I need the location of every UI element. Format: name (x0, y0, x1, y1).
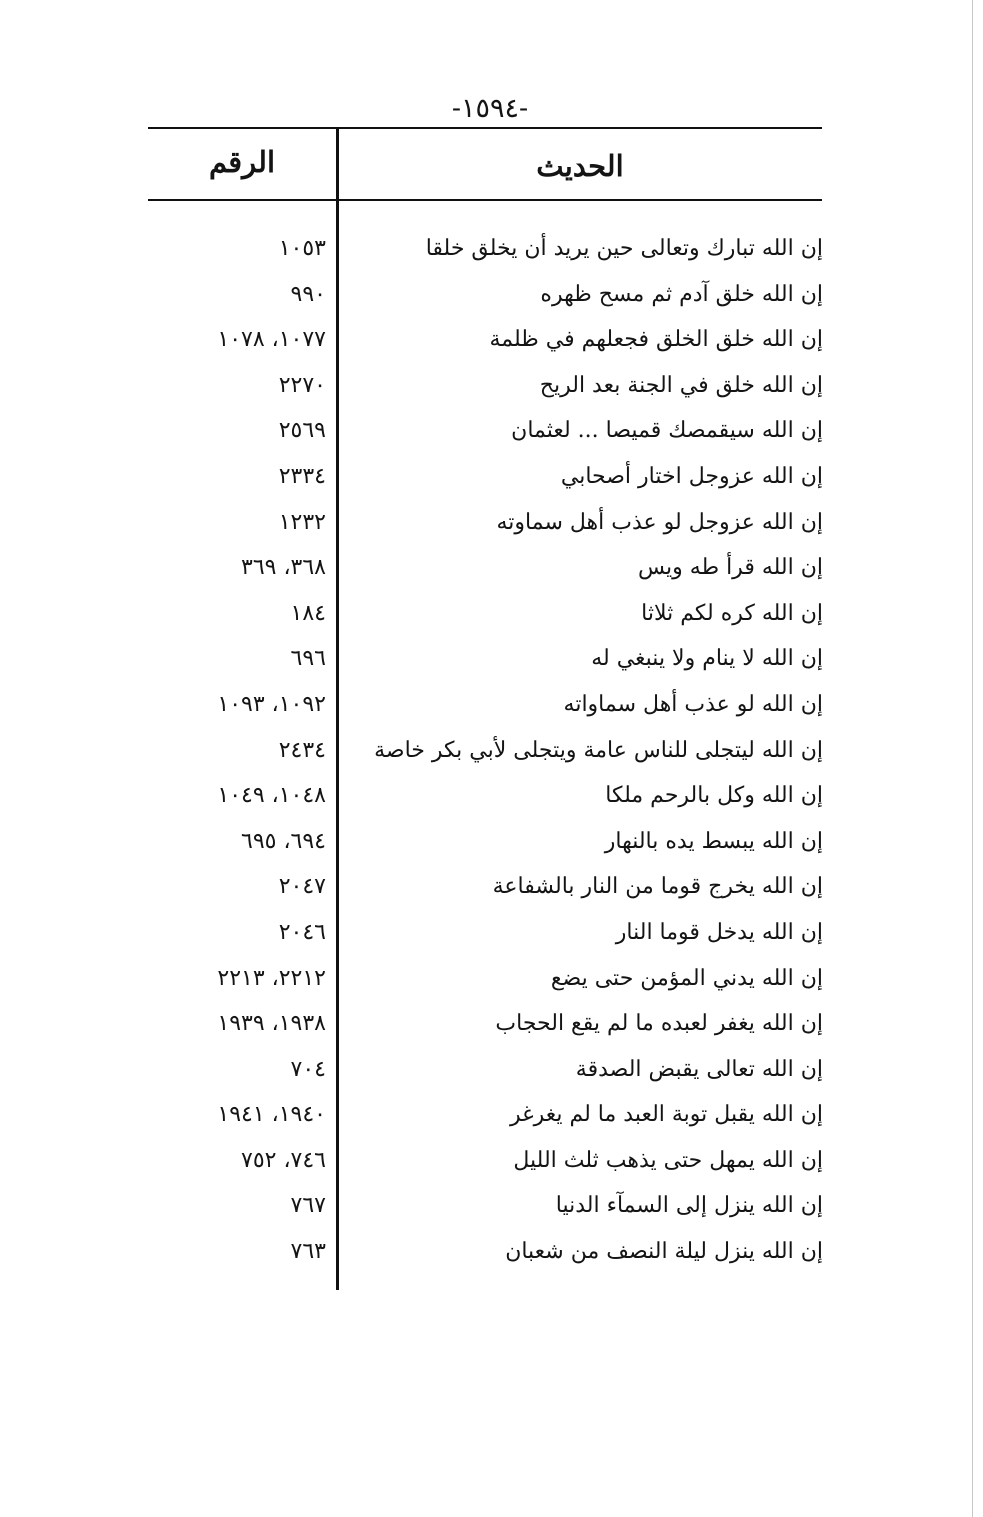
table-row (0, 864, 983, 910)
table-row (0, 1138, 983, 1184)
table-row (0, 1092, 983, 1138)
table-row (0, 454, 983, 500)
table-row (0, 1001, 983, 1047)
hadith-number: ٢٣٣٤ (278, 463, 326, 489)
hadith-number: ١٢٣٢ (278, 509, 326, 535)
hadith-text: إن الله يدخل قوما النار (615, 919, 823, 945)
hadith-number: ٧٦٣ (290, 1239, 326, 1265)
page-number: -١٥٩٤- (451, 93, 529, 124)
table-row (0, 910, 983, 956)
table-header-rule (148, 199, 822, 201)
hadith-text: إن الله ينزل ليلة النصف من شعبان (505, 1239, 823, 1265)
table-row (0, 773, 983, 819)
hadith-number: ٢٥٦٩ (278, 418, 326, 444)
hadith-text: إن الله ينزل إلى السمآء الدنيا (555, 1193, 823, 1219)
hadith-number: ٦٩٦ (290, 646, 326, 672)
hadith-text: إن الله عزوجل لو عذب أهل سماوته (496, 509, 823, 535)
table-row (0, 682, 983, 728)
hadith-number: ١٩٣٨، ١٩٣٩ (217, 1011, 326, 1037)
table-row (0, 728, 983, 774)
hadith-number: ٢٠٤٧ (278, 874, 326, 900)
hadith-number: ١٠٧٧، ١٠٧٨ (217, 327, 326, 353)
table-row (0, 591, 983, 637)
table-row (0, 226, 983, 272)
hadith-number: ١٩٤٠، ١٩٤١ (217, 1102, 326, 1128)
table-row (0, 545, 983, 591)
hadith-text: إن الله ليتجلى للناس عامة ويتجلى لأبي بكر خاصة (374, 737, 823, 763)
hadith-number: ٧٦٧ (290, 1193, 326, 1219)
table-row (0, 819, 983, 865)
hadith-text: إن الله يبسط يده بالنهار (604, 828, 823, 854)
table-row (0, 408, 983, 454)
hadith-text: إن الله قرأ طه ويس (637, 555, 823, 581)
hadith-text: إن الله تعالى يقبض الصدقة (575, 1056, 823, 1082)
hadith-number: ٢٤٣٤ (278, 737, 326, 763)
hadith-text: إن الله يخرج قوما من النار بالشفاعة (492, 874, 823, 900)
hadith-number: ١٠٥٣ (278, 236, 326, 261)
table-row (0, 500, 983, 546)
table-top-rule (148, 127, 822, 129)
hadith-text: إن الله يقبل توبة العبد ما لم يغرغر (509, 1102, 823, 1128)
hadith-text: إن الله خلق في الجنة بعد الريح (539, 372, 823, 398)
hadith-number: ٢٢١٢، ٢٢١٣ (217, 965, 326, 991)
hadith-text: إن الله خلق الخلق فجعلهم في ظلمة (489, 327, 823, 353)
hadith-number: ٩٩٠ (290, 281, 326, 307)
table-row (0, 1229, 983, 1275)
table-row (0, 1183, 983, 1229)
table-row (0, 317, 983, 363)
hadith-text: إن الله يدني المؤمن حتى يضع (550, 965, 823, 991)
column-header-number: الرقم (208, 145, 276, 179)
table-row (0, 363, 983, 409)
hadith-text: إن الله خلق آدم ثم مسح ظهره (540, 281, 823, 307)
column-header-hadith: الحديث (536, 149, 624, 183)
hadith-number: ٧٠٤ (290, 1056, 326, 1082)
hadith-text: إن الله يغفر لعبده ما لم يقع الحجاب (495, 1011, 823, 1037)
hadith-number: ٣٦٨، ٣٦٩ (241, 555, 326, 581)
hadith-number: ١٨٤ (290, 600, 326, 626)
table-row (0, 636, 983, 682)
table-row (0, 272, 983, 318)
hadith-text: إن الله يمهل حتى يذهب ثلث الليل (513, 1147, 823, 1173)
table-row (0, 1047, 983, 1093)
hadith-text: إن الله كره لكم ثلاثا (641, 600, 823, 626)
hadith-text: إن الله لا ينام ولا ينبغي له (591, 646, 823, 672)
hadith-text: إن الله تبارك وتعالى حين يريد أن يخلق خلقا (425, 236, 823, 261)
hadith-text: إن الله وكل بالرحم ملكا (605, 783, 823, 809)
hadith-number: ١٠٤٨، ١٠٤٩ (217, 783, 326, 809)
hadith-number: ٢٢٧٠ (278, 372, 326, 398)
table-row (0, 956, 983, 1002)
hadith-text: إن الله لو عذب أهل سماواته (563, 691, 823, 717)
hadith-number: ١٠٩٢، ١٠٩٣ (217, 691, 326, 717)
hadith-text: إن الله سيقمصك قميصا ... لعثمان (511, 418, 823, 444)
hadith-number: ٧٤٦، ٧٥٢ (241, 1147, 326, 1173)
hadith-text: إن الله عزوجل اختار أصحابي (560, 463, 823, 489)
hadith-number: ٢٠٤٦ (278, 919, 326, 945)
hadith-number: ٦٩٤، ٦٩٥ (241, 828, 326, 854)
hadith-index-table (0, 226, 983, 1275)
